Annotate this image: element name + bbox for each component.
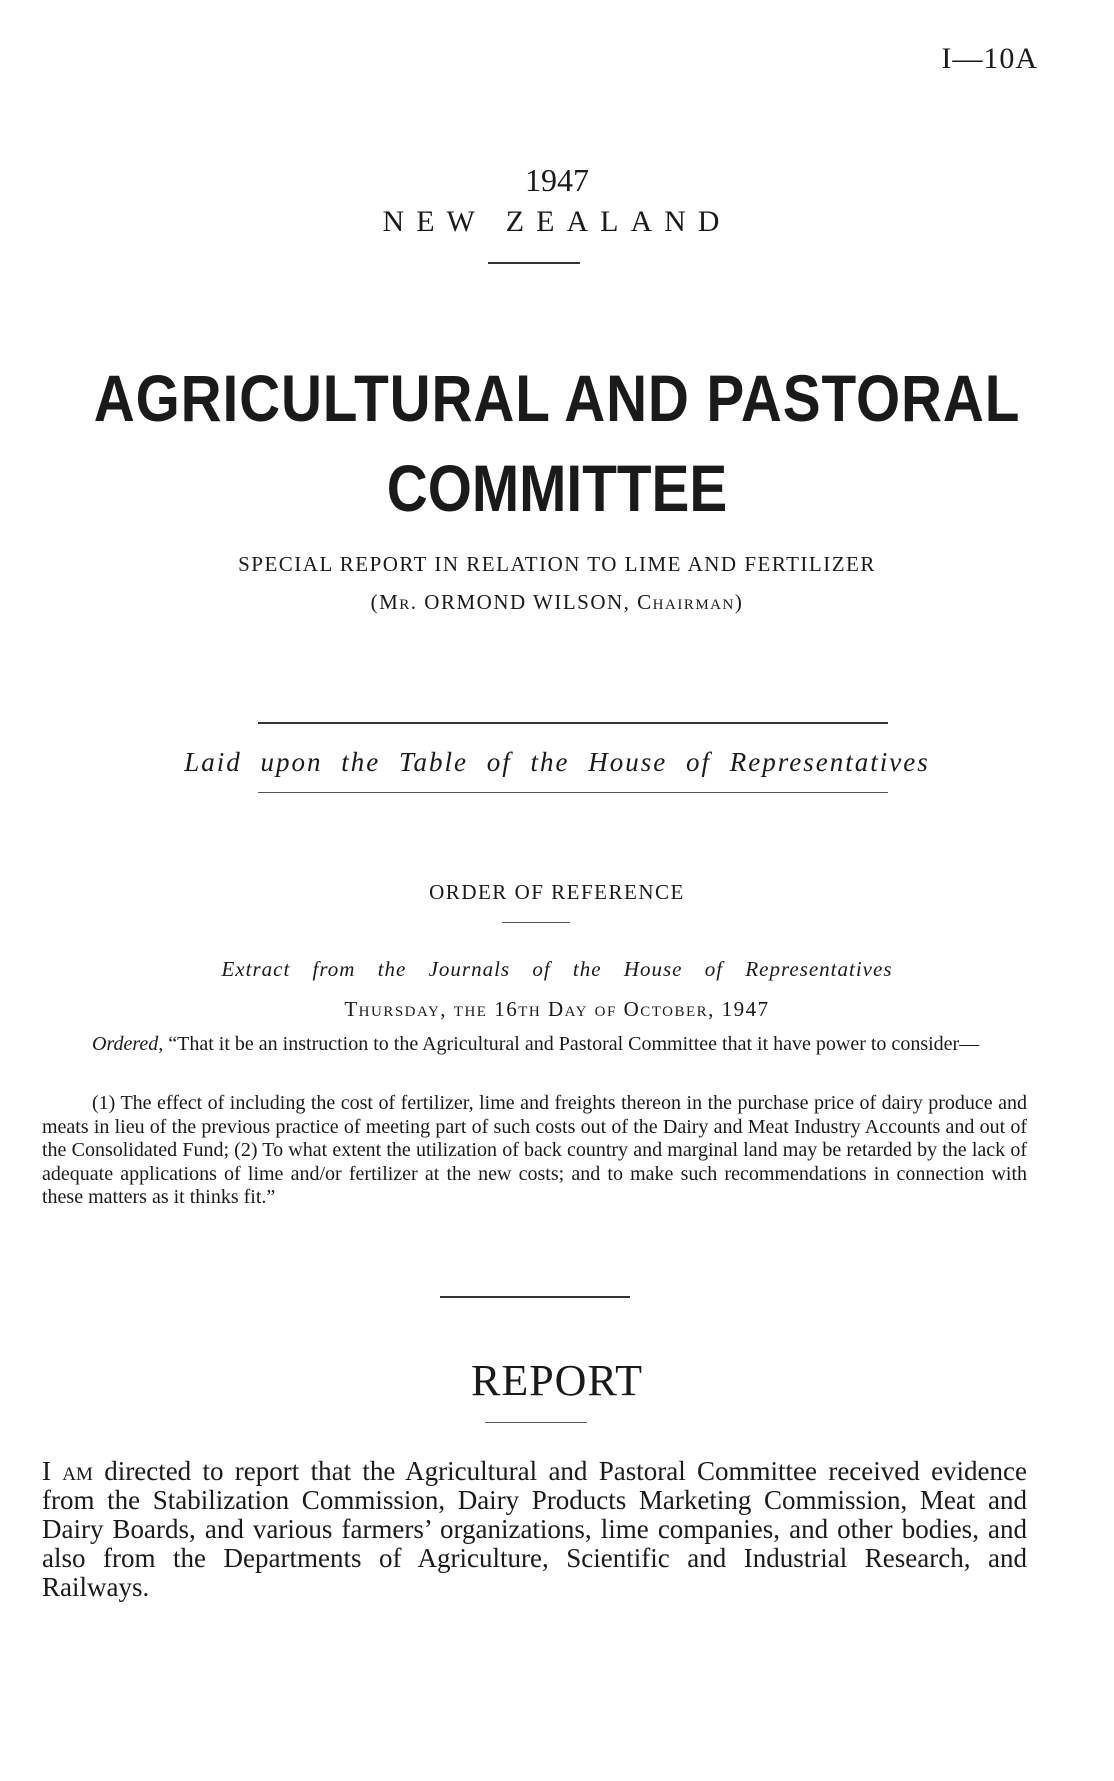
report-subtitle: SPECIAL REPORT IN RELATION TO LIME AND FERTILIZER [238,552,876,576]
chairman-line: (Mr. ORMOND WILSON, Chairman) [370,590,744,614]
document-year: 1947 [525,162,589,198]
report-paragraph-text: directed to report that the Agricultural and Pastoral Committee received evidence from the Stabilization Commission, Dairy Products Marketing Commission, Meat and Dairy Boards, and various farmers’ organizations, lime companies, and other bodies, and also from the Departments of Agriculture, Scientific and Industrial Research, and Railways. [42,1456,1028,1602]
divider-rule [258,722,888,724]
divider-rule [440,1296,630,1298]
page-reference: I—10A [941,42,1038,75]
divider-rule [502,922,570,923]
date-line: Thursday, the 16th Day of October, 1947 [344,997,770,1021]
order-paragraph-2: (1) The effect of including the cost of fertilizer, lime and freights thereon in the purchase price of dairy produce and meats in lieu of the previous practice of meeting part of such costs out of the Dairy and Meat Industry Accounts and out of the Consolidated Fund; (2) To what extent the utilization of back country and marginal land may be retarded by the lack of adequate applications of lime and/or fertilizer at the new costs; and to make such recommendations in connection with these matters as it thinks fit.” [42,1092,1027,1208]
report-paragraph [42,1457,1027,1602]
report-heading: REPORT [470,1356,644,1405]
title-line-1: AGRICULTURAL AND PASTORAL [93,361,1021,435]
divider-rule [488,262,580,264]
order-of-reference-heading: ORDER OF REFERENCE [429,880,685,904]
divider-rule [258,792,888,793]
report-lead: I am [42,1456,93,1486]
order-paragraph-1-text: “That it be an instruction to the Agricultural and Pastoral Committee that it have power to consider— [168,1033,980,1055]
extract-line: Extract from the Journals of the House of Representatives [221,957,893,981]
ordered-lead: Ordered, [92,1033,164,1055]
country-heading: NEW ZEALAND [382,205,732,238]
laid-upon-line: Laid upon the Table of the House of Representatives [184,747,930,777]
divider-rule [485,1422,587,1423]
order-paragraph-1 [42,1033,1027,1057]
title-line-2: COMMITTEE [386,451,728,525]
